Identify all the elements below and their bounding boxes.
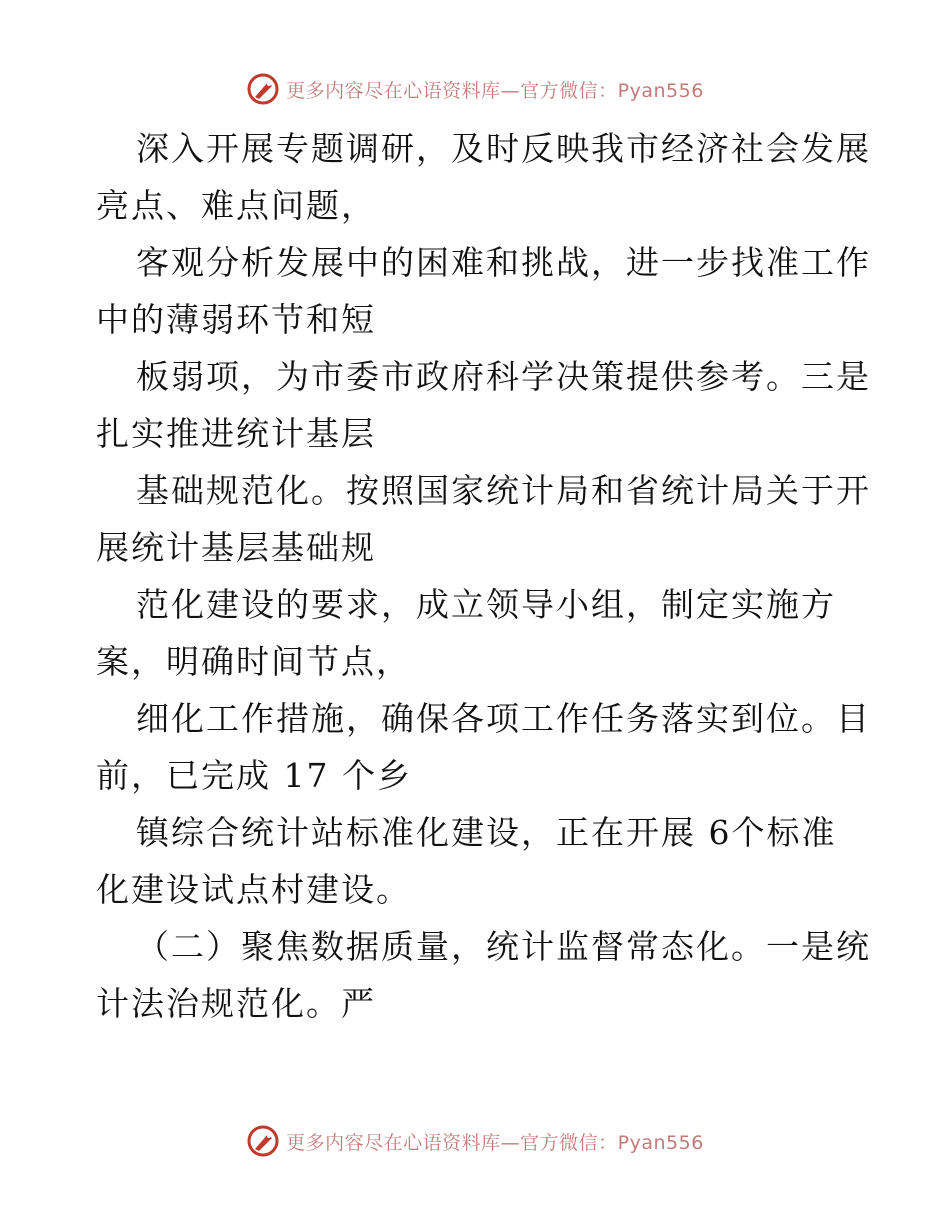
body-line: 客观分析发展中的困难和挑战，进一步找准工作 (136, 243, 871, 282)
header-watermark (0, 72, 950, 106)
body-line: 计法治规范化。严 (96, 984, 376, 1023)
body-line: 前，已完成 17 个乡 (96, 756, 412, 795)
footer-watermark (0, 1124, 950, 1158)
document-body (96, 120, 871, 1032)
header-watermark-text: 更多内容尽在心语资料库—官方微信：Pyan556 (286, 79, 704, 102)
body-line: 镇综合统计站标准化建设，正在开展 6个标准 (136, 813, 837, 852)
body-line: 案，明确时间节点， (96, 642, 411, 681)
footer-watermark-text: 更多内容尽在心语资料库—官方微信：Pyan556 (286, 1131, 704, 1154)
body-line: （二）聚焦数据质量，统计监督常态化。一是统 (136, 927, 871, 966)
body-line: 细化工作措施，确保各项工作任务落实到位。目 (136, 699, 871, 738)
body-line: 展统计基层基础规 (96, 528, 376, 567)
body-line: 板弱项，为市委市政府科学决策提供参考。三是 (136, 357, 871, 396)
body-line: 亮点、难点问题， (96, 186, 376, 225)
body-line: 基础规范化。按照国家统计局和省统计局关于开 (136, 471, 871, 510)
pen-nib-logo-icon (246, 72, 280, 106)
body-line: 扎实推进统计基层 (96, 414, 376, 453)
body-line: 深入开展专题调研，及时反映我市经济社会发展 (136, 129, 871, 168)
body-line: 化建设试点村建设。 (96, 870, 411, 909)
body-line: 中的薄弱环节和短 (96, 300, 376, 339)
body-line: 范化建设的要求，成立领导小组，制定实施方 (136, 585, 836, 624)
pen-nib-logo-icon (246, 1124, 280, 1158)
